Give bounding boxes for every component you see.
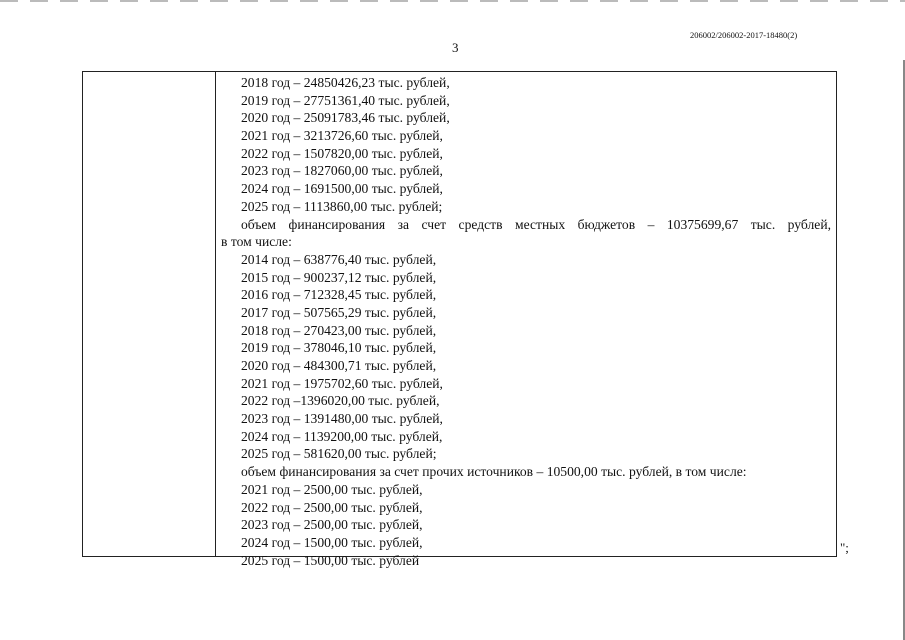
financing-line: 2025 год – 1113860,00 тыс. рублей; <box>241 198 443 214</box>
financing-line: 2024 год – 1691500,00 тыс. рублей, <box>241 181 443 197</box>
local-budget-paragraph-cont: в том числе: <box>221 234 292 250</box>
financing-line: 2018 год – 24850426,23 тыс. рублей, <box>241 75 450 90</box>
financing-line: 2021 год – 3213726,60 тыс. рублей, <box>241 128 443 144</box>
financing-table <box>82 71 837 568</box>
financing-line: 2018 год – 270423,00 тыс. рублей, <box>241 322 437 338</box>
financing-line: 2020 год – 484300,71 тыс. рублей, <box>241 358 437 373</box>
table-column-divider <box>215 72 216 556</box>
financing-line: 2022 год – 1507820,00 тыс. рублей, <box>241 145 443 161</box>
financing-line: 2024 год – 1139200,00 тыс. рублей, <box>241 428 443 444</box>
financing-line: 2021 год – 2500,00 тыс. рублей, <box>241 481 423 497</box>
local-budget-paragraph: объем финансирования за счет средств местных бюджетов – 10375699,67 тыс. рублей, <box>241 216 831 232</box>
financing-line: 2015 год – 900237,12 тыс. рублей, <box>241 269 437 285</box>
financing-line: 2023 год – 1391480,00 тыс. рублей, <box>241 411 443 427</box>
financing-line: 2022 год –1396020,00 тыс. рублей, <box>241 393 440 409</box>
financing-line: 2024 год – 1500,00 тыс. рублей, <box>241 534 423 550</box>
financing-line: 2020 год – 25091783,46 тыс. рублей, <box>241 110 450 126</box>
closing-quote: "; <box>840 540 849 555</box>
table-content-cell <box>221 74 831 569</box>
financing-line: 2016 год – 712328,45 тыс. рублей, <box>241 287 437 303</box>
financing-line: 2014 год – 638776,40 тыс. рублей, <box>241 251 437 267</box>
financing-line: 2017 год – 507565,29 тыс. рублей, <box>241 304 437 320</box>
financing-line: 2023 год – 2500,00 тыс. рублей, <box>241 517 423 533</box>
financing-line: 2025 год – 581620,00 тыс. рублей; <box>241 446 437 462</box>
financing-line: 2025 год – 1500,00 тыс. рублей <box>241 552 420 568</box>
other-sources-paragraph: объем финансирования за счет прочих источников – 10500,00 тыс. рублей, в том числе: <box>241 464 747 480</box>
document-number: 206002/206002-2017-18480(2) <box>690 30 798 40</box>
financing-line: 2019 год – 378046,10 тыс. рублей, <box>241 340 437 356</box>
financing-line: 2023 год – 1827060,00 тыс. рублей, <box>241 163 443 179</box>
financing-line: 2021 год – 1975702,60 тыс. рублей, <box>241 375 443 391</box>
financing-line: 2022 год – 2500,00 тыс. рублей, <box>241 499 423 515</box>
scan-top-edge <box>0 0 905 2</box>
page-number: 3 <box>452 40 459 55</box>
financing-line: 2019 год – 27751361,40 тыс. рублей, <box>241 92 450 108</box>
